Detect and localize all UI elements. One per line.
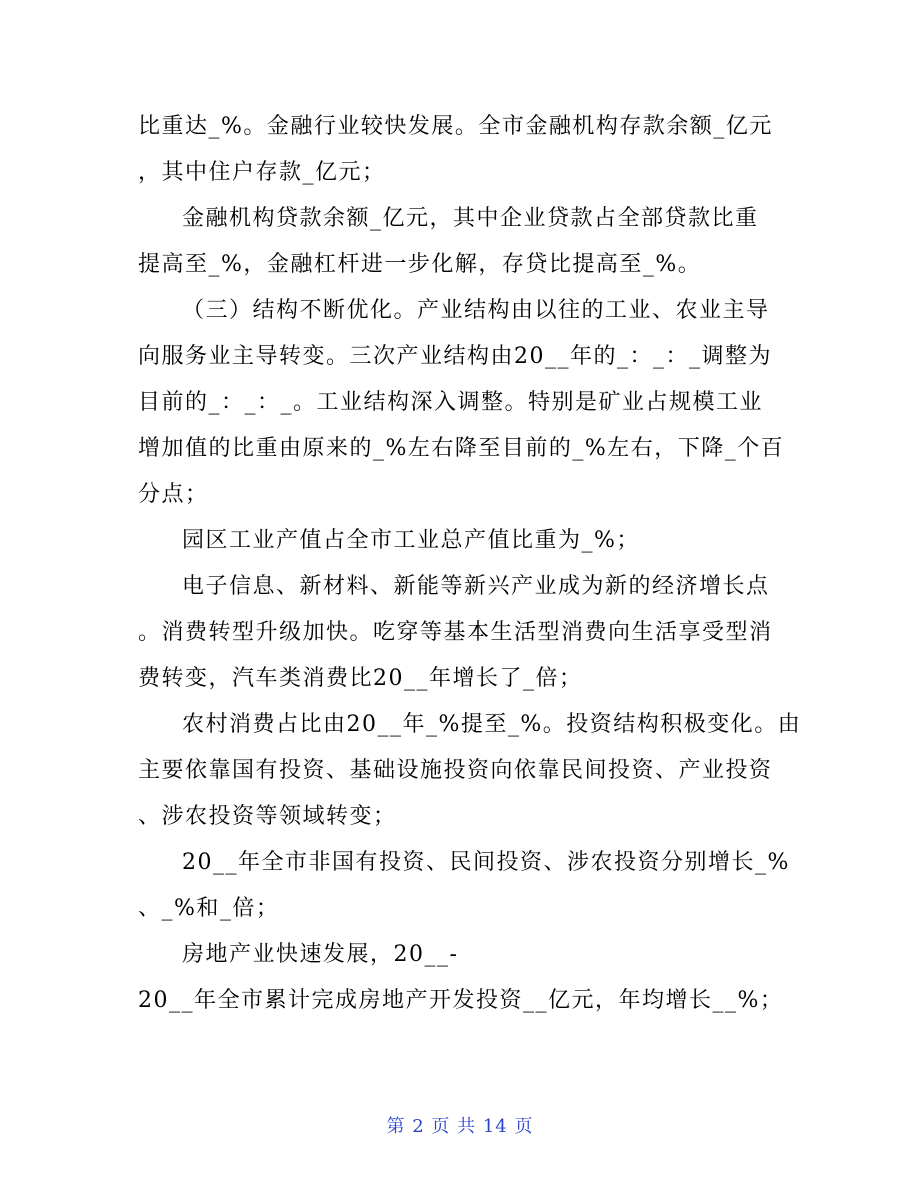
text-line: 费转变，汽车类消费比20__年增长了_倍；: [138, 666, 583, 691]
paragraph-start: 房地产业快速发展，20__-: [182, 942, 459, 967]
text-line: 20__年全市累计完成房地产开发投资__亿元，年均增长__%；: [138, 988, 784, 1013]
page-number-footer: 第 2 页 共 14 页: [386, 1116, 534, 1137]
text-line: 增加值的比重由原来的_%左右降至目前的_%左右，下降_个百: [138, 436, 785, 461]
paragraph-start: 金融机构贷款余额_亿元，其中企业贷款占全部贷款比重: [182, 206, 759, 231]
text-line: 主要依靠国有投资、基础设施投资向依靠民间投资、产业投资: [138, 758, 773, 783]
text-line: 分点；: [138, 482, 209, 507]
text-line: 。消费转型升级加快。吃穿等基本生活型消费向生活享受型消: [138, 620, 773, 645]
text-line: 向服务业主导转变。三次产业结构由20__年的_：_：_调整为: [138, 344, 772, 369]
text-line: 目前的_：_：_。工业结构深入调整。特别是矿业占规模工业: [138, 390, 764, 415]
paragraph-start: 电子信息、新材料、新能等新兴产业成为新的经济增长点: [182, 574, 770, 599]
paragraph-start: 20__年全市非国有投资、民间投资、涉农投资分别增长_%: [182, 850, 790, 875]
text-line: 、_%和_倍；: [138, 896, 280, 921]
text-line: 提高至_%，金融杠杆进一步化解，存贷比提高至_%。: [138, 252, 702, 277]
paragraph-start: 农村消费占比由20__年_%提至_%。投资结构积极变化。由: [182, 712, 802, 737]
paragraph-start: 园区工业产值占全市工业总产值比重为_%；: [182, 528, 640, 553]
text-line: 比重达_%。金融行业较快发展。全市金融机构存款余额_亿元: [138, 114, 773, 139]
document-body: [138, 104, 802, 1024]
text-line: 、涉农投资等领域转变；: [138, 804, 397, 829]
text-line: ，其中住户存款_亿元；: [138, 160, 386, 185]
paragraph-start: （三）结构不断优化。产业结构由以往的工业、农业主导: [182, 298, 770, 323]
